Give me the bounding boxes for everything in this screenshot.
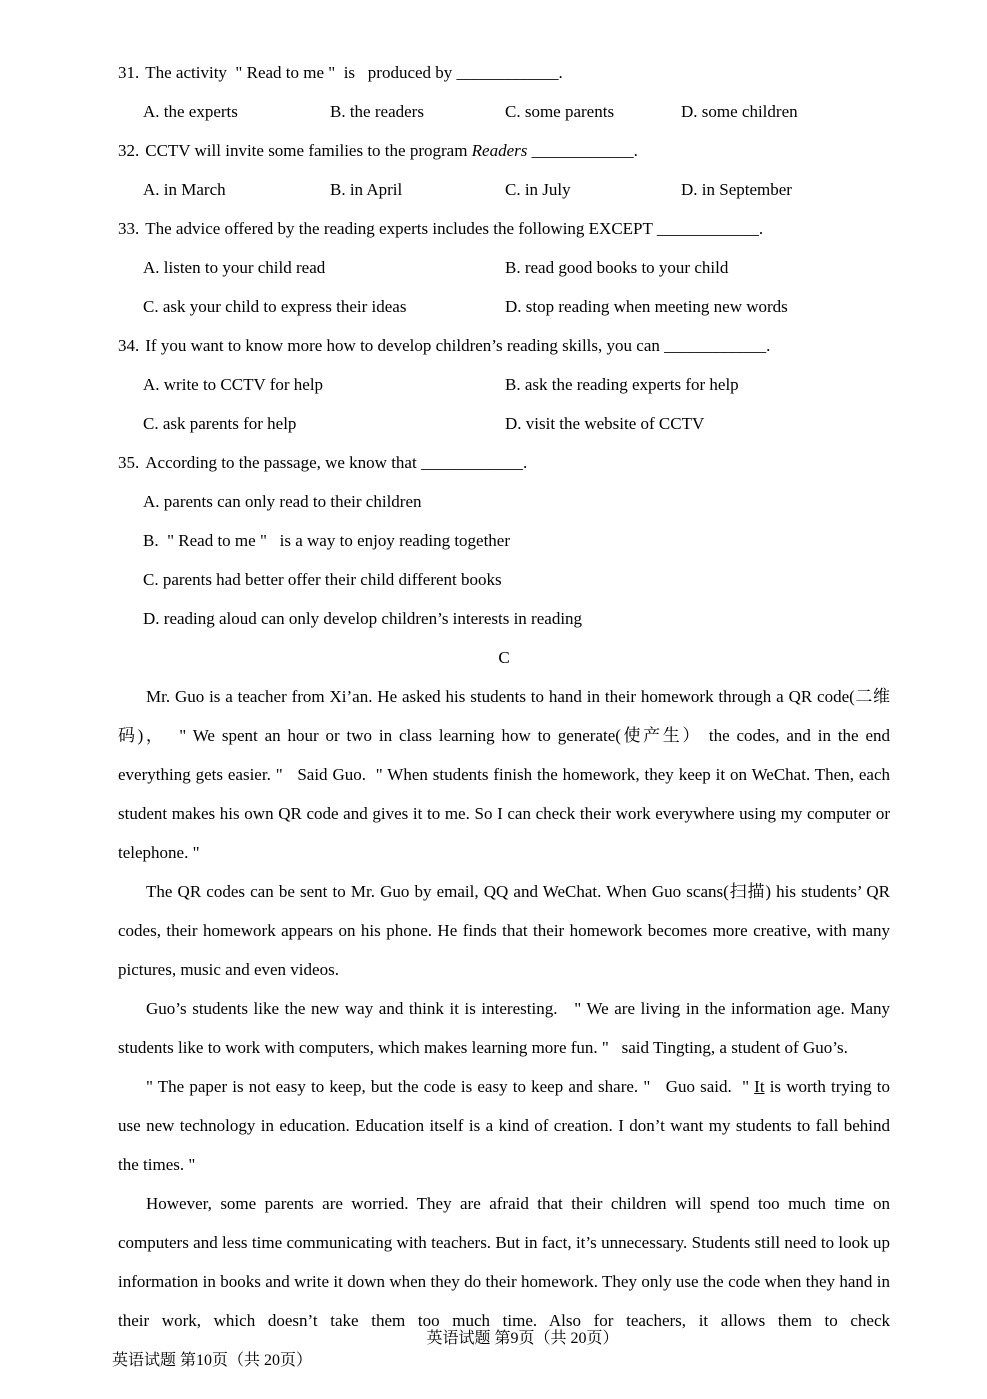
page-footer-page10: 英语试题 第10页（共 20页） [112,1352,313,1369]
question-34-stem [118,326,890,365]
passage-paragraph-2: The QR codes can be sent to Mr. Guo by email, QQ and WeChat. When Guo scans(扫描) his students’ QR codes, their homework appears on his phone. He finds that their homework becomes more creative, with many pictures, music and even videos. [118,882,890,979]
option-d: D. in September [681,180,792,199]
question-33-stem [118,209,890,248]
question-text: If you want to know more how to develop children’s reading skills, you can ____________. [145,336,771,355]
question-31 [118,53,890,131]
question-text: The advice offered by the reading experts includes the following EXCEPT ____________. [145,219,764,238]
page-footer-page9: 英语试题 第9页（共 20页） [426,1330,619,1347]
question-31-options [118,92,890,131]
question-33 [118,209,890,326]
option-d: D. visit the website of CCTV [505,414,705,433]
option-a: A. the experts [143,102,238,121]
question-text: The activity " Read to me " is produced by ____________. [145,63,563,82]
exam-page-content [118,53,890,1340]
option-c: C. parents had better offer their child different books [143,570,502,589]
question-32-options [118,170,890,209]
option-b: B. ask the reading experts for help [505,375,739,394]
question-35 [118,443,890,638]
option-b: B. read good books to your child [505,258,729,277]
passage-paragraph-5: However, some parents are worried. They are afraid that their children will spend too much time on computers and less time communicating with teachers. But in fact, it’s unnecessary. Students still need to look up information in books and write it down when they do their homework. They only use the code when they hand in their work, which doesn’t take them too much time. Also for teachers, it allows them to check [118,1194,890,1330]
question-32-stem [118,131,890,170]
question-31-stem [118,53,890,92]
option-c: C. some parents [505,102,615,121]
section-heading: C [498,648,510,667]
question-33-options-row-2 [118,287,890,326]
option-c: C. in July [505,180,571,199]
question-35-stem [118,443,890,482]
option-a: A. parents can only read to their children [143,492,422,511]
passage-paragraph-3: Guo’s students like the new way and think it is interesting. " We are living in the information age. Many students like to work with computers, which makes learning more fun. " said Tingting, a student of Guo’s. [118,999,890,1057]
option-c: C. ask parents for help [143,414,297,433]
question-33-options-row-1 [118,248,890,287]
question-number: 35. [118,453,140,472]
option-d: D. stop reading when meeting new words [505,297,788,316]
question-34 [118,326,890,443]
question-number: 31. [118,63,140,82]
passage-paragraph-1: Mr. Guo is a teacher from Xi’an. He asked his students to hand in their homework through a QR code(二维码)， " We spent an hour or two in class learning how to generate(使产生） the codes, and in the end everything gets easier. " Said Guo. " When students finish the homework, they keep it on WeChat. Then, each student makes his own QR code and gives it to me. So I can check their work everywhere using my computer or telephone. " [118,687,890,862]
option-d: D. reading aloud can only develop children’s interests in reading [143,609,583,628]
question-text: CCTV will invite some families to the program Readers ____________. [145,141,638,160]
option-b: B. in April [330,180,403,199]
question-number: 32. [118,141,140,160]
option-a: A. write to CCTV for help [143,375,324,394]
option-c: C. ask your child to express their ideas [143,297,407,316]
question-34-options-row-1 [118,365,890,404]
question-number: 34. [118,336,140,355]
question-text: According to the passage, we know that ____________. [145,453,528,472]
option-b: B. " Read to me " is a way to enjoy reading together [143,531,511,550]
question-34-options-row-2 [118,404,890,443]
option-d: D. some children [681,102,798,121]
passage-paragraph-4: " The paper is not easy to keep, but the code is easy to keep and share. " Guo said. " It is worth trying to use new technology in education. Education itself is a kind of creation. I don’t want my students to fall behind the times. " [118,1077,890,1174]
question-32 [118,131,890,209]
option-a: A. listen to your child read [143,258,326,277]
question-number: 33. [118,219,140,238]
option-a: A. in March [143,180,226,199]
option-b: B. the readers [330,102,424,121]
